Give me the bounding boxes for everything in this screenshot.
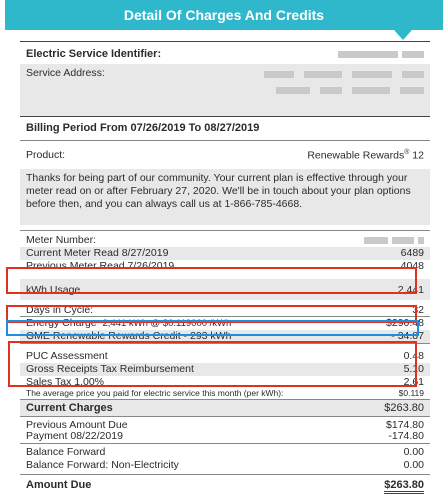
meter-number-redacted bbox=[360, 234, 424, 246]
billing-period: Billing Period From 07/26/2019 To 08/27/2019 bbox=[26, 122, 260, 134]
kwh-usage-highlight bbox=[6, 267, 417, 294]
sales-tax-value: 2.61 bbox=[403, 376, 424, 388]
taxes-fees-highlight bbox=[8, 341, 417, 387]
balance-forward-value: 0.00 bbox=[403, 446, 424, 458]
divider bbox=[20, 140, 430, 141]
service-address-row bbox=[20, 64, 430, 116]
amount-due-row bbox=[20, 475, 430, 493]
payment-row bbox=[20, 430, 430, 443]
gme-credit-value: - 34.87 bbox=[391, 330, 424, 342]
current-read-row bbox=[20, 247, 430, 260]
sales-tax-label: Sales Tax 1.00% bbox=[26, 376, 105, 388]
payment-label: Payment 08/22/2019 bbox=[26, 430, 123, 442]
balance-forward-row bbox=[20, 444, 430, 459]
current-read-value: 6489 bbox=[400, 247, 424, 259]
average-price-value: $0.119 bbox=[398, 388, 424, 398]
balance-forward-ne-label: Balance Forward: Non-Electricity bbox=[26, 459, 179, 471]
previous-due-value: $174.80 bbox=[386, 419, 424, 431]
payment-value: -174.80 bbox=[388, 430, 424, 442]
balance-forward-ne-value: 0.00 bbox=[403, 459, 424, 471]
average-price-label: The average price you paid for electric service this month (per kWh): bbox=[26, 388, 284, 398]
section-title: Detail Of Charges And Credits bbox=[123, 7, 325, 23]
meter-number-label: Meter Number: bbox=[26, 234, 97, 246]
amount-due-value: $263.80 bbox=[384, 479, 424, 494]
service-address-redacted bbox=[260, 67, 424, 94]
esi-label: Electric Service Identifier: bbox=[26, 48, 162, 60]
puc-value: 0.48 bbox=[403, 350, 424, 362]
current-charges-row bbox=[20, 400, 430, 416]
days-cycle-label: Days in Cycle: bbox=[26, 304, 94, 316]
energy-charge-label: Energy Charge 2,441 kWh @ $0.119000 /kWh bbox=[26, 317, 232, 329]
balance-forward-label: Balance Forward bbox=[26, 446, 106, 458]
product-value: Renewable Rewards® 12 bbox=[307, 149, 424, 162]
plan-notice: Thanks for being part of our community. Your current plan is effective through your meter read on or after February 27, 2020. We'll be in touch about your plan options before then, and you can always call us at 1-866-785-4668. bbox=[20, 169, 430, 225]
energy-charge-value: $290.48 bbox=[386, 317, 424, 329]
product-row bbox=[20, 145, 430, 165]
amount-due-label: Amount Due bbox=[26, 479, 92, 491]
previous-read-label: Previous Meter Read 7/26/2019 bbox=[26, 260, 175, 272]
current-charges-value: $263.80 bbox=[384, 402, 424, 414]
days-cycle-value: 32 bbox=[412, 304, 424, 316]
esi-row bbox=[20, 42, 430, 64]
current-charges-label: Current Charges bbox=[26, 402, 113, 414]
esi-value-redacted bbox=[334, 48, 424, 60]
gross-receipts-label: Gross Receipts Tax Reimbursement bbox=[26, 363, 194, 375]
kwh-usage-label: kWh Usage bbox=[26, 284, 81, 296]
puc-label: PUC Assessment bbox=[26, 350, 108, 362]
gme-credit-highlight bbox=[6, 320, 419, 336]
previous-read-value: 4048 bbox=[400, 260, 424, 272]
previous-due-row bbox=[20, 417, 430, 430]
gross-receipts-value: 5.10 bbox=[403, 363, 424, 375]
average-price-row bbox=[20, 388, 430, 399]
balance-forward-ne-row bbox=[20, 459, 430, 474]
header-tab-shape bbox=[394, 30, 412, 40]
current-read-label: Current Meter Read 8/27/2019 bbox=[26, 247, 169, 259]
previous-due-label: Previous Amount Due bbox=[26, 419, 128, 431]
service-address-label: Service Address: bbox=[26, 67, 105, 79]
gme-credit-label: GME Renewable Rewards Credit - 293 kWh bbox=[26, 330, 232, 342]
kwh-usage-value: 2,441 bbox=[397, 284, 424, 296]
meter-number-row bbox=[20, 231, 430, 246]
section-header bbox=[5, 0, 443, 30]
product-label: Product: bbox=[26, 149, 66, 161]
